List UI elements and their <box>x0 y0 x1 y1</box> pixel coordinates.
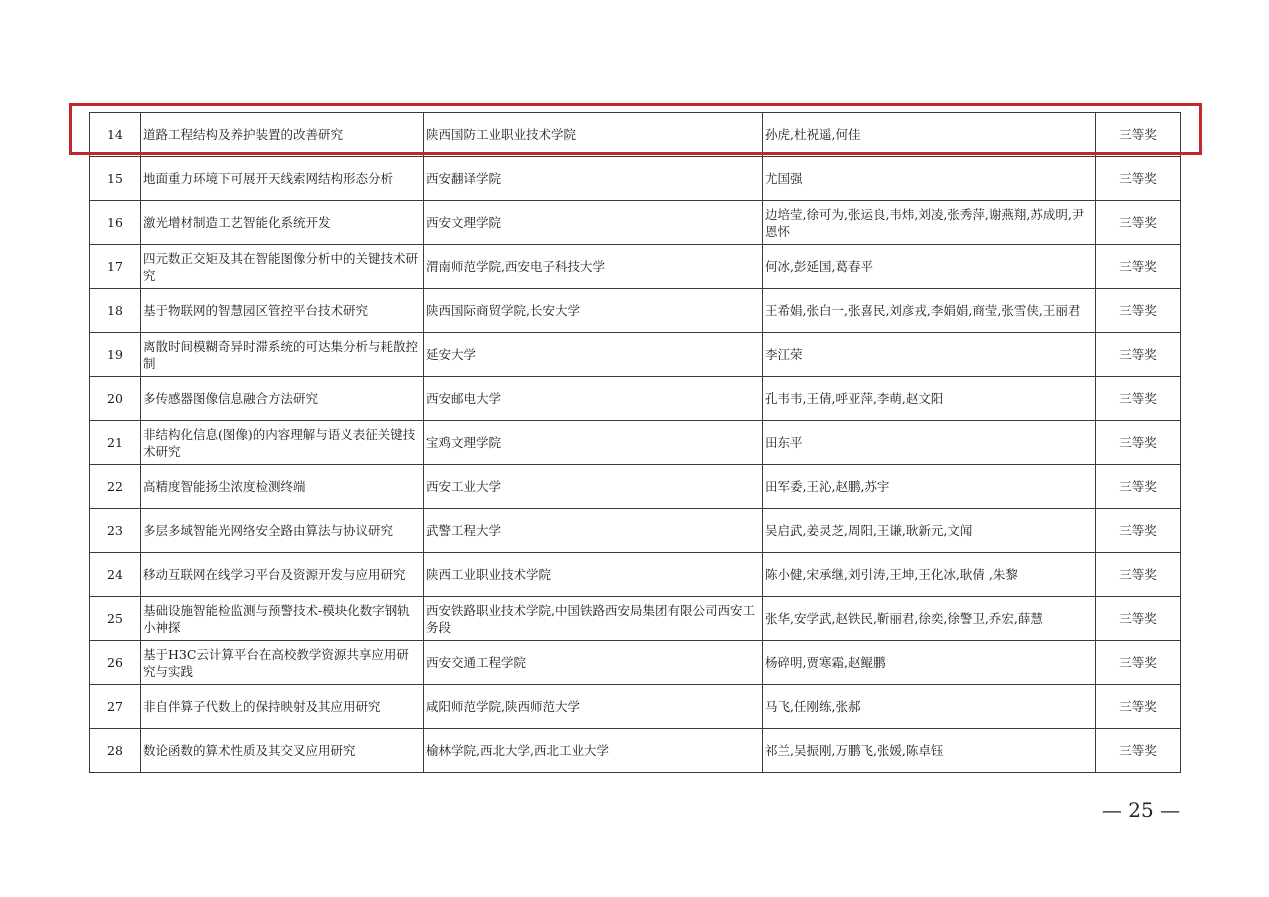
row-number: 18 <box>90 289 141 333</box>
team-members: 边培莹,徐可为,张运良,韦炜,刘凌,张秀萍,谢燕翔,苏成明,尹恩怀 <box>763 201 1096 245</box>
team-members: 王希娟,张白一,张喜民,刘彦戎,李娟娟,商莹,张雪侠,王丽君 <box>763 289 1096 333</box>
table-row <box>90 641 1181 685</box>
project-title: 地面重力环境下可展开天线索网结构形态分析 <box>141 157 424 201</box>
table-row <box>90 685 1181 729</box>
project-title: 数论函数的算术性质及其交叉应用研究 <box>141 729 424 773</box>
row-number: 16 <box>90 201 141 245</box>
team-members: 祁兰,吴振刚,万鹏飞,张媛,陈卓钰 <box>763 729 1096 773</box>
project-title: 高精度智能扬尘浓度检测终端 <box>141 465 424 509</box>
table-row <box>90 509 1181 553</box>
project-title: 多传感器图像信息融合方法研究 <box>141 377 424 421</box>
award-level: 三等奖 <box>1096 377 1181 421</box>
awards-table <box>89 112 1181 773</box>
row-number: 15 <box>90 157 141 201</box>
team-members: 张华,安学武,赵铁民,靳丽君,徐奕,徐警卫,乔宏,薛慧 <box>763 597 1096 641</box>
row-number: 27 <box>90 685 141 729</box>
project-title: 非自伴算子代数上的保持映射及其应用研究 <box>141 685 424 729</box>
row-number: 24 <box>90 553 141 597</box>
table-row <box>90 289 1181 333</box>
organization: 武警工程大学 <box>424 509 763 553</box>
table-row <box>90 465 1181 509</box>
organization: 西安工业大学 <box>424 465 763 509</box>
award-level: 三等奖 <box>1096 509 1181 553</box>
page-number: — 25 — <box>1101 798 1181 822</box>
award-level: 三等奖 <box>1096 685 1181 729</box>
row-number: 25 <box>90 597 141 641</box>
award-level: 三等奖 <box>1096 245 1181 289</box>
row-number: 26 <box>90 641 141 685</box>
row-number: 19 <box>90 333 141 377</box>
table-row <box>90 377 1181 421</box>
team-members: 尤国强 <box>763 157 1096 201</box>
organization: 榆林学院,西北大学,西北工业大学 <box>424 729 763 773</box>
organization: 西安邮电大学 <box>424 377 763 421</box>
row-number: 22 <box>90 465 141 509</box>
organization: 陕西国际商贸学院,长安大学 <box>424 289 763 333</box>
award-level: 三等奖 <box>1096 289 1181 333</box>
organization: 咸阳师范学院,陕西师范大学 <box>424 685 763 729</box>
organization: 延安大学 <box>424 333 763 377</box>
award-level: 三等奖 <box>1096 597 1181 641</box>
row-number: 21 <box>90 421 141 465</box>
award-level: 三等奖 <box>1096 157 1181 201</box>
project-title: 基于物联网的智慧园区管控平台技术研究 <box>141 289 424 333</box>
team-members: 田东平 <box>763 421 1096 465</box>
table-row <box>90 113 1181 157</box>
organization: 西安交通工程学院 <box>424 641 763 685</box>
table-row <box>90 245 1181 289</box>
organization: 西安铁路职业技术学院,中国铁路西安局集团有限公司西安工务段 <box>424 597 763 641</box>
project-title: 激光增材制造工艺智能化系统开发 <box>141 201 424 245</box>
project-title: 非结构化信息(图像)的内容理解与语义表征关键技术研究 <box>141 421 424 465</box>
row-number: 28 <box>90 729 141 773</box>
table-row <box>90 421 1181 465</box>
award-level: 三等奖 <box>1096 729 1181 773</box>
table-row <box>90 729 1181 773</box>
awards-table-body <box>90 113 1181 773</box>
organization: 陕西工业职业技术学院 <box>424 553 763 597</box>
team-members: 田军委,王沁,赵鹏,苏宇 <box>763 465 1096 509</box>
award-level: 三等奖 <box>1096 421 1181 465</box>
row-number: 17 <box>90 245 141 289</box>
project-title: 离散时间模糊奇异时滞系统的可达集分析与耗散控制 <box>141 333 424 377</box>
organization: 西安文理学院 <box>424 201 763 245</box>
team-members: 陈小健,宋承继,刘引涛,王坤,王化冰,耿倩 ,朱黎 <box>763 553 1096 597</box>
row-number: 23 <box>90 509 141 553</box>
award-level: 三等奖 <box>1096 113 1181 157</box>
award-level: 三等奖 <box>1096 553 1181 597</box>
project-title: 四元数正交矩及其在智能图像分析中的关键技术研究 <box>141 245 424 289</box>
award-level: 三等奖 <box>1096 465 1181 509</box>
award-level: 三等奖 <box>1096 333 1181 377</box>
table-row <box>90 553 1181 597</box>
team-members: 杨碎明,贾寒霜,赵鲲鹏 <box>763 641 1096 685</box>
team-members: 孙虎,杜祝遥,何佳 <box>763 113 1096 157</box>
table-row <box>90 333 1181 377</box>
team-members: 马飞,任刚练,张郝 <box>763 685 1096 729</box>
award-level: 三等奖 <box>1096 641 1181 685</box>
project-title: 多层多域智能光网络安全路由算法与协议研究 <box>141 509 424 553</box>
table-row <box>90 201 1181 245</box>
team-members: 吴启武,姜灵芝,周阳,王谦,耿新元,文闻 <box>763 509 1096 553</box>
team-members: 何冰,彭延国,葛春平 <box>763 245 1096 289</box>
team-members: 李江荣 <box>763 333 1096 377</box>
organization: 宝鸡文理学院 <box>424 421 763 465</box>
organization: 西安翻译学院 <box>424 157 763 201</box>
award-level: 三等奖 <box>1096 201 1181 245</box>
project-title: 基础设施智能检监测与预警技术-模块化数字钢轨小神探 <box>141 597 424 641</box>
row-number: 14 <box>90 113 141 157</box>
table-row <box>90 597 1181 641</box>
organization: 渭南师范学院,西安电子科技大学 <box>424 245 763 289</box>
row-number: 20 <box>90 377 141 421</box>
team-members: 孔韦韦,王倩,呼亚萍,李萌,赵文阳 <box>763 377 1096 421</box>
project-title: 移动互联网在线学习平台及资源开发与应用研究 <box>141 553 424 597</box>
table-row <box>90 157 1181 201</box>
organization: 陕西国防工业职业技术学院 <box>424 113 763 157</box>
project-title: 道路工程结构及养护装置的改善研究 <box>141 113 424 157</box>
project-title: 基于H3C云计算平台在高校教学资源共享应用研究与实践 <box>141 641 424 685</box>
